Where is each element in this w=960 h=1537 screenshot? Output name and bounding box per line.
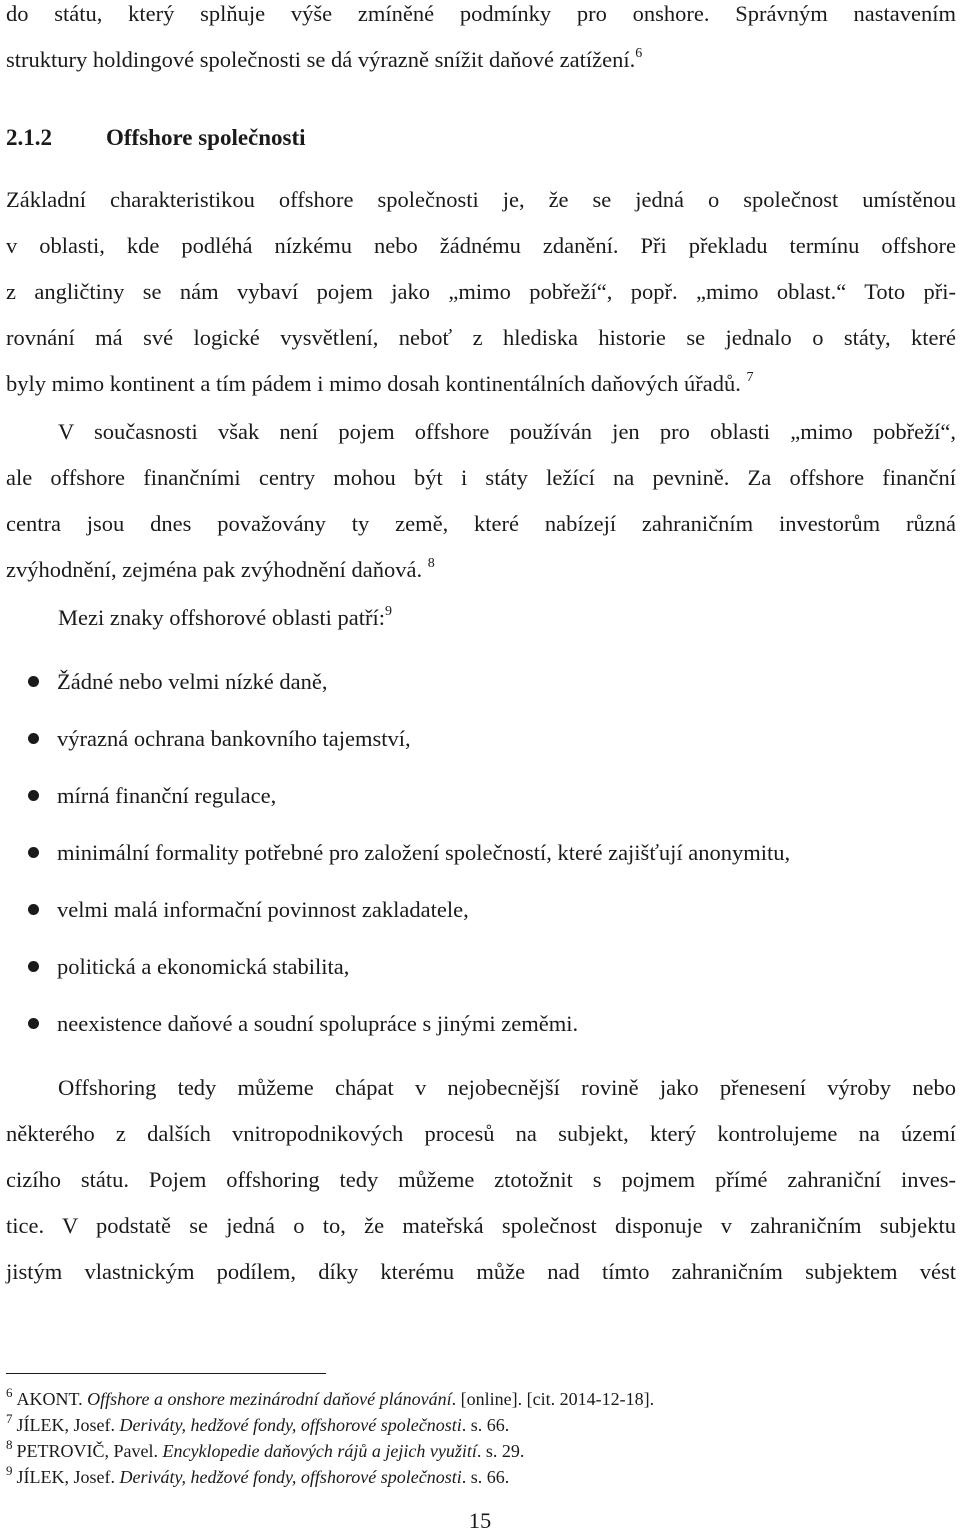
section-heading xyxy=(6,118,306,158)
para1-line-5-text: byly mimo kontinent a tím pádem i mimo dosah kontinentálních daňových úřadů. xyxy=(6,371,741,396)
list-item-text: velmi malá informační povinnost zakladatele, xyxy=(57,897,469,922)
para3-line-1: Offshoring tedy můžeme chápat v nejobecnější rovině jako přenesení výroby nebo xyxy=(58,1075,956,1100)
list-item-text: neexistence daňové a soudní spolupráce s jinými zeměmi. xyxy=(57,1011,579,1036)
footnote-rest: . s. 66. xyxy=(461,1467,510,1487)
list-item-text: politická a ekonomická stabilita, xyxy=(57,954,350,979)
para2-line-1: V současnosti však není pojem offshore používán jen pro oblasti „mimo pobřeží“, xyxy=(58,419,956,444)
list-item-text: výrazná ochrana bankovního tajemství, xyxy=(57,726,411,751)
bullet-icon xyxy=(28,676,39,687)
bullet-icon xyxy=(28,733,39,744)
footnote-title: Deriváty, hedžové fondy, offshorové společnosti xyxy=(119,1467,462,1487)
list-intro-text: Mezi znaky offshorové oblasti patří: xyxy=(58,605,385,630)
bullet-icon xyxy=(28,790,39,801)
page-number: 15 xyxy=(468,1508,492,1533)
footnote-ref-7: 7 xyxy=(746,369,754,385)
footnote-number: 8 xyxy=(6,1437,13,1452)
footnote-title: Deriváty, hedžové fondy, offshorové společnosti xyxy=(119,1415,462,1435)
footnote-9 xyxy=(6,1464,509,1490)
footnote-ref-6: 6 xyxy=(635,45,643,61)
footnote-author: PETROVIČ, Pavel. xyxy=(16,1441,158,1461)
intro-line-2-text: struktury holdingové společnosti se dá výrazně snížit daňové zatížení. xyxy=(6,47,636,72)
footnote-separator xyxy=(6,1373,326,1374)
list-item-text: Žádné nebo velmi nízké daně, xyxy=(57,669,328,694)
footnote-8 xyxy=(6,1438,524,1464)
footnote-rest: . s. 29. xyxy=(476,1441,525,1461)
footnote-7 xyxy=(6,1412,509,1438)
footnote-rest: . s. 66. xyxy=(461,1415,510,1435)
intro-line-1: do státu, který splňuje výše zmíněné podmínky pro onshore. Správným nastavením xyxy=(6,1,956,26)
footnote-ref-9: 9 xyxy=(385,603,392,619)
bullet-icon xyxy=(28,847,39,858)
list-intro xyxy=(6,598,956,638)
para2-line-4 xyxy=(6,550,956,590)
para3-line-5: jistým vlastnickým podílem, díky kterému může nad tímto zahraničním subjektem vést xyxy=(6,1259,956,1284)
para1-line-1: Základní charakteristikou offshore společnosti je, že se jedná o společnost umístěnou xyxy=(6,187,956,212)
para3-line-4: tice. V podstatě se jedná o to, že mateřská společnost disponuje v zahraničním subjektu xyxy=(6,1213,956,1238)
section-title: Offshore společnosti xyxy=(106,125,306,150)
footnote-title: Encyklopedie daňových rájů a jejich využití xyxy=(162,1441,477,1461)
footnote-title: Offshore a onshore mezinárodní daňové plánování xyxy=(87,1389,452,1409)
para1-line-4: rovnání má své logické vysvětlení, neboť z hlediska historie se jednalo o státy, které xyxy=(6,325,956,350)
footnote-number: 7 xyxy=(6,1411,13,1426)
para3-line-2: některého z dalších vnitropodnikových procesů na subjekt, který kontrolujeme na území xyxy=(6,1121,956,1146)
list-item-text: minimální formality potřebné pro založení společností, které zajišťují anonymitu, xyxy=(57,840,791,865)
footnote-author: JÍLEK, Josef. xyxy=(16,1467,115,1487)
para2-line-4-text: zvýhodnění, zejména pak zvýhodnění daňová. xyxy=(6,557,423,582)
list-item-text: mírná finanční regulace, xyxy=(57,783,277,808)
section-number: 2.1.2 xyxy=(6,125,52,150)
para3-line-3: cizího státu. Pojem offshoring tedy můžeme ztotožnit s pojmem přímé zahraniční inves- xyxy=(6,1167,956,1192)
bullet-icon xyxy=(28,904,39,915)
para1-line-2: v oblasti, kde podléhá nízkému nebo žádnému zdanění. Při překladu termínu offshore xyxy=(6,233,956,258)
footnote-author: JÍLEK, Josef. xyxy=(16,1415,115,1435)
footnote-ref-8: 8 xyxy=(427,555,435,571)
footnote-number: 9 xyxy=(6,1463,13,1478)
para2-line-2: ale offshore finančními centry mohou být i státy ležící na pevnině. Za offshore finanční xyxy=(6,465,956,490)
bullet-icon xyxy=(28,961,39,972)
para1-line-5 xyxy=(6,364,956,404)
intro-line-2 xyxy=(6,40,956,80)
footnote-6 xyxy=(6,1386,654,1412)
footnote-number: 6 xyxy=(6,1385,13,1400)
bullet-icon xyxy=(28,1018,39,1029)
para1-line-3: z angličtiny se nám vybaví pojem jako „mimo pobřeží“, popř. „mimo oblast.“ Toto při- xyxy=(6,279,956,304)
footnote-author: AKONT. xyxy=(16,1389,83,1409)
para2-line-3: centra jsou dnes považovány ty země, které nabízejí zahraničním investorům různá xyxy=(6,511,956,536)
footnote-rest: . [online]. [cit. 2014-12-18]. xyxy=(451,1389,655,1409)
